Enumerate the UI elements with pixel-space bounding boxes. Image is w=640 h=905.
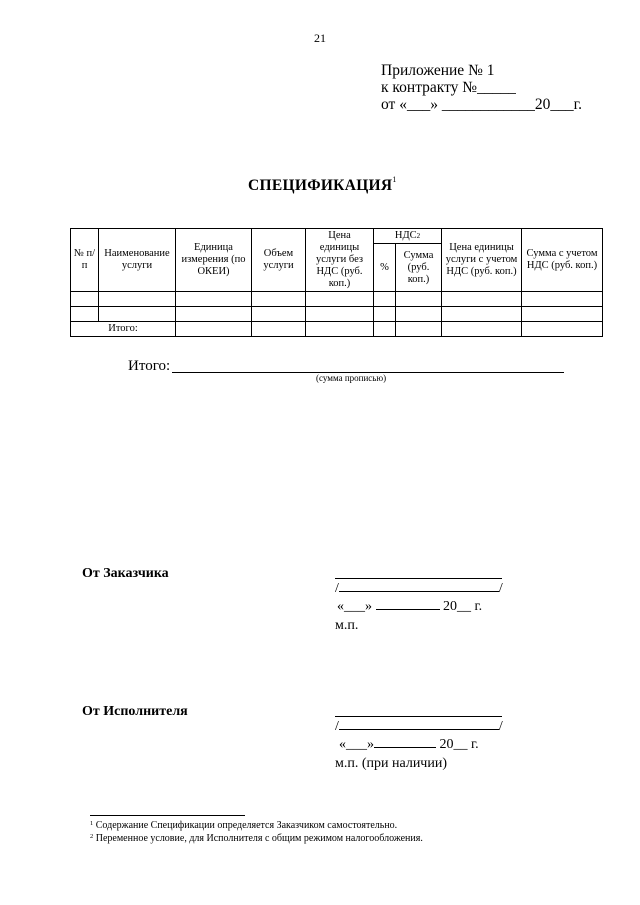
appendix-line-2: к контракту №_____ [381,79,516,96]
header-num: № п/п [71,229,99,292]
customer-slash-left: / [335,581,339,596]
footnote-2-text: Переменное условие, для Исполнителя с общим режимом налогообложения. [95,833,423,844]
contractor-name-field [335,719,503,735]
total-label: Итого: [128,358,171,374]
header-vat [374,229,442,244]
footnote-1 [90,820,397,831]
header-volume: Объем услуги [252,229,306,292]
header-vat-footnote-ref: 2 [416,232,421,240]
customer-label: От Заказчика [82,566,169,581]
table-row [71,292,603,307]
table-total-label: Итого: [71,322,176,337]
header-unit: Единица измерения (по ОКЕИ) [176,229,252,292]
appendix-line-1: Приложение № 1 [381,62,495,79]
specification-table [70,228,603,337]
footnote-2 [90,833,423,844]
document-title [248,177,397,195]
customer-date-year: 20__ г. [443,599,483,614]
contractor-date-year: 20__ г. [439,737,479,752]
customer-date-field [337,599,482,615]
header-vat-percent: % [374,244,396,292]
customer-signature-line [335,578,502,579]
contractor-slash-left: / [335,719,339,734]
header-price-with-vat: Цена единицы услуги с учетом НДС (руб. коп.) [442,229,522,292]
customer-date-day: «___» [337,599,372,614]
title-footnote-ref: 1 [392,175,397,184]
contractor-date-day: «___» [339,737,374,752]
customer-stamp: м.п. [335,618,359,633]
page-number: 21 [314,31,326,45]
customer-name-field [335,581,503,597]
contractor-stamp: м.п. (при наличии) [335,756,447,771]
contractor-signature-line [335,716,502,717]
footnote-2-num: 2 [90,833,94,840]
footnote-1-num: 1 [90,820,94,827]
total-amount-caption: (сумма прописью) [316,373,387,383]
contractor-date-field [339,737,479,753]
appendix-line-3: от «___» ____________20___г. [381,96,583,113]
header-vat-sum: Сумма (руб. коп.) [396,244,442,292]
table-row [71,307,603,322]
title-text: СПЕЦИФИКАЦИЯ [248,177,393,194]
contractor-slash-right: / [498,719,503,734]
header-sum-with-vat: Сумма с учетом НДС (руб. коп.) [522,229,603,292]
header-vat-label: НДС [394,230,417,241]
header-name: Наименование услуги [99,229,176,292]
customer-slash-right: / [498,581,503,596]
appendix-header [381,62,582,113]
footnote-1-text: Содержание Спецификации определяется Заказчиком самостоятельно. [95,820,398,831]
contractor-label: От Исполнителя [82,704,188,719]
table-total-row [71,322,603,337]
footnote-separator [90,815,245,816]
header-price: Цена единицы услуги без НДС (руб. коп.) [306,229,374,292]
